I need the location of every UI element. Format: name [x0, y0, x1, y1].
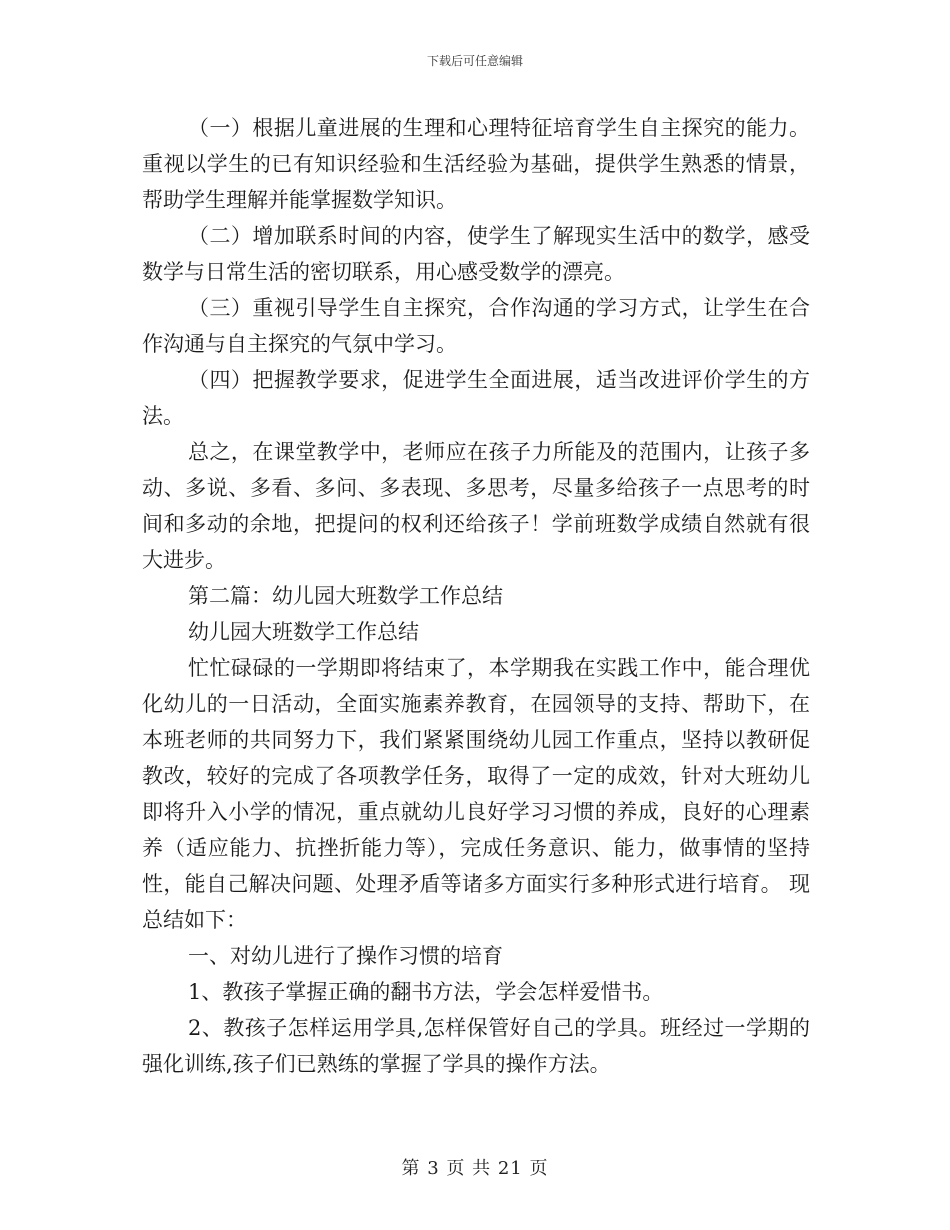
- paragraph-intro: 忙忙碌碌的一学期即将结束了，本学期我在实践工作中，能合理优化幼儿的一日活动，全面实施素养教育，在园领导的支持、帮助下，在本班老师的共同努力下，我们紧紧围绕幼儿园工作重点，坚持以教研促教改，较好的完成了各项教学任务，取得了一定的成效，针对大班幼儿即将升入小学的情况，重点就幼儿良好学习习惯的养成，良好的心理素养（适应能力、抗挫折能力等），完成任务意识、能力，做事情的坚持性，能自己解决问题、处理矛盾等诸多方面实行多种形式进行培育。 现总结如下：: [142, 656, 810, 932]
- subsection-heading: 一、对幼儿进行了操作习惯的培育: [188, 944, 503, 968]
- section-title: 第二篇：幼儿园大班数学工作总结: [188, 584, 503, 608]
- paragraph-1: （一）根据儿童进展的生理和心理特征培育学生自主探究的能力。重视以学生的已有知识经验和生活经验为基础，提供学生熟悉的情景，帮助学生理解并能掌握数学知识。: [142, 116, 810, 212]
- document-body: [142, 110, 810, 1082]
- article-title: 幼儿园大班数学工作总结: [188, 620, 419, 644]
- list-item-1: 1、教孩子掌握正确的翻书方法，学会怎样爱惜书。: [188, 980, 664, 1004]
- paragraph-2: （二）增加联系时间的内容，使学生了解现实生活中的数学，感受数学与日常生活的密切联系，用心感受数学的漂亮。: [142, 224, 810, 284]
- paragraph-summary: 总之，在课堂教学中，老师应在孩子力所能及的范围内，让孩子多动、多说、多看、多问、多表现、多思考，尽量多给孩子一点思考的时间和多动的余地，把提问的权利还给孩子！学前班数学成绩自然就有很大进步。: [142, 440, 810, 572]
- page-header: 下载后可任意编辑: [426, 54, 523, 68]
- list-item-2: 2、教孩子怎样运用学具,怎样保管好自己的学具。班经过一学期的强化训练,孩子们已熟练的掌握了学具的操作方法。: [142, 1016, 810, 1076]
- paragraph-4: （四）把握教学要求，促进学生全面进展，适当改进评价学生的方法。: [142, 368, 810, 428]
- paragraph-3: （三）重视引导学生自主探究，合作沟通的学习方式，让学生在合作沟通与自主探究的气氛中学习。: [142, 296, 810, 356]
- page-footer: 第 3 页 共 21 页: [401, 1158, 549, 1179]
